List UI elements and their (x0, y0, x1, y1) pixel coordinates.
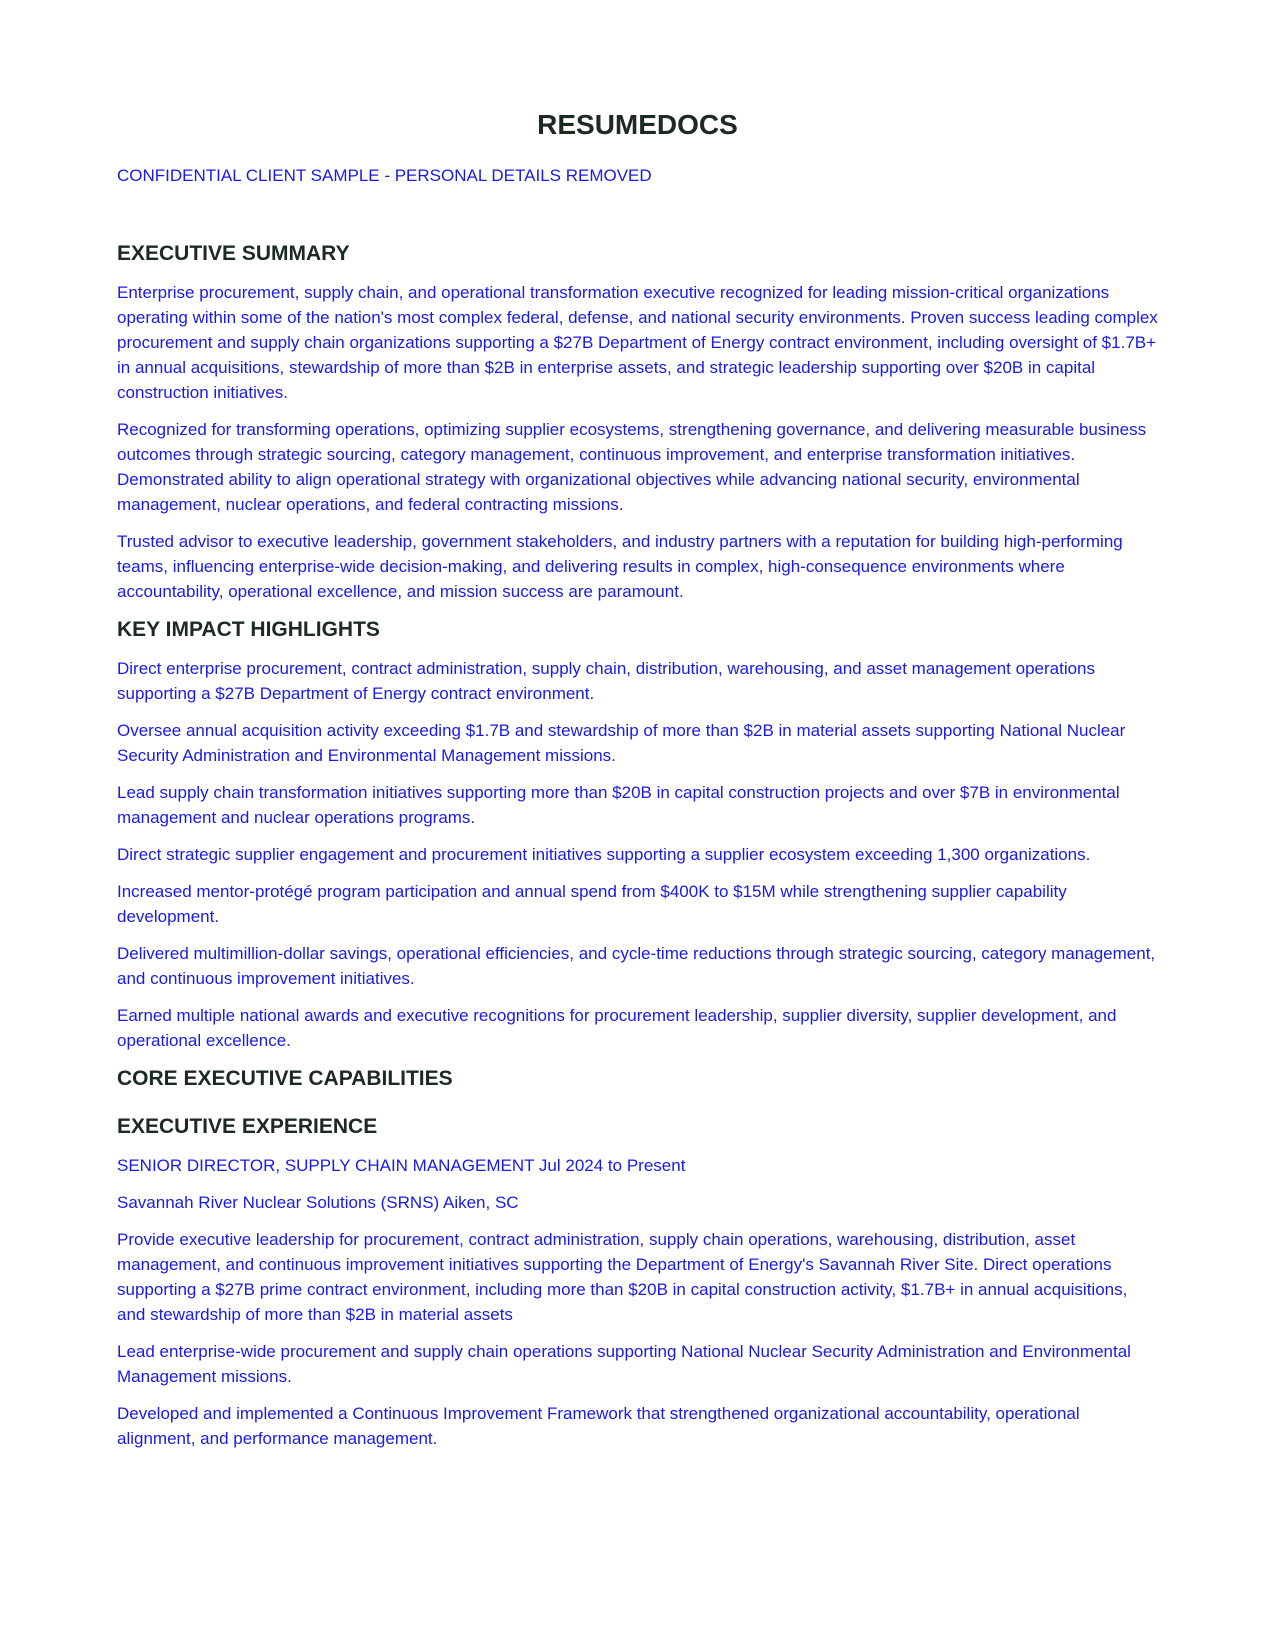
summary-paragraph: Recognized for transforming operations, optimizing supplier ecosystems, strengthening governance, and delivering measurable business outcomes through strategic sourcing, category management, continuous improvement, and enterprise transformation initiatives. Demonstrated ability to align operational strategy with organizational objectives while advancing national security, environmental management, nuclear operations, and federal contracting missions. (117, 420, 1147, 514)
summary-paragraph: Enterprise procurement, supply chain, and operational transformation executive recognized for leading mission-critical organizations operating within some of the nation's most complex federal, defense, and national security environments. Proven success leading complex procurement and supply chain organizations supporting a $27B Department of Energy contract environment, including oversight of $1.7B+ in annual acquisitions, stewardship of more than $2B in enterprise assets, and strategic leadership supporting over $20B in capital construction initiatives. (117, 283, 1158, 402)
summary-paragraph: Trusted advisor to executive leadership, government stakeholders, and industry partners with a reputation for building high-performing teams, influencing enterprise-wide decision-making, and delivering results in complex, high-consequence environments where accountability, operational excellence, and mission success are paramount. (117, 532, 1123, 601)
job-title-line: SENIOR DIRECTOR, SUPPLY CHAIN MANAGEMENT Jul 2024 to Present (117, 1156, 686, 1175)
executive-summary-section (117, 240, 1158, 604)
executive-experience-heading: EXECUTIVE EXPERIENCE (117, 1115, 378, 1138)
impact-item: Direct enterprise procurement, contract administration, supply chain, distribution, warehousing, and asset management operations supporting a $27B Department of Energy contract environment. (117, 659, 1096, 703)
impact-item: Earned multiple national awards and executive recognitions for procurement leadership, supplier diversity, supplier development, and operational excellence. (117, 1006, 1117, 1050)
company-line: Savannah River Nuclear Solutions (SRNS) Aiken, SC (117, 1193, 519, 1212)
executive-experience-section (117, 1113, 1158, 1451)
experience-paragraph: Lead enterprise-wide procurement and supply chain operations supporting National Nuclear Security Administration and Environmental Management missions. (117, 1342, 1131, 1386)
impact-item: Direct strategic supplier engagement and procurement initiatives supporting a supplier ecosystem exceeding 1,300 organizations. (117, 845, 1091, 864)
key-impact-heading: KEY IMPACT HIGHLIGHTS (117, 618, 380, 641)
impact-item: Increased mentor-protégé program participation and annual spend from $400K to $15M while strengthening supplier capability development. (117, 882, 1067, 926)
core-capabilities-section (117, 1065, 1158, 1093)
impact-item: Oversee annual acquisition activity exceeding $1.7B and stewardship of more than $2B in material assets supporting National Nuclear Security Administration and Environmental Management missions. (117, 721, 1126, 765)
impact-item: Lead supply chain transformation initiatives supporting more than $20B in capital construction projects and over $7B in environmental management and nuclear operations programs. (117, 783, 1120, 827)
core-capabilities-heading: CORE EXECUTIVE CAPABILITIES (117, 1067, 453, 1090)
experience-paragraph: Developed and implemented a Continuous Improvement Framework that strengthened organizational accountability, operational alignment, and performance management. (117, 1404, 1080, 1448)
impact-item: Delivered multimillion-dollar savings, operational efficiencies, and cycle-time reductions through strategic sourcing, category management, and continuous improvement initiatives. (117, 944, 1156, 988)
experience-paragraph: Provide executive leadership for procurement, contract administration, supply chain operations, warehousing, distribution, asset management, and continuous improvement initiatives supporting the Department of Energy's Savannah River Site. Direct operations supporting a $27B prime contract environment, including more than $20B in capital construction activity, $1.7B+ in annual acquisitions, and stewardship of more than $2B in material assets (117, 1230, 1128, 1324)
confidential-note: CONFIDENTIAL CLIENT SAMPLE - PERSONAL DETAILS REMOVED (117, 166, 652, 185)
executive-summary-heading: EXECUTIVE SUMMARY (117, 242, 350, 265)
key-impact-section (117, 616, 1158, 1053)
document-title: RESUMEDOCS (537, 109, 738, 140)
